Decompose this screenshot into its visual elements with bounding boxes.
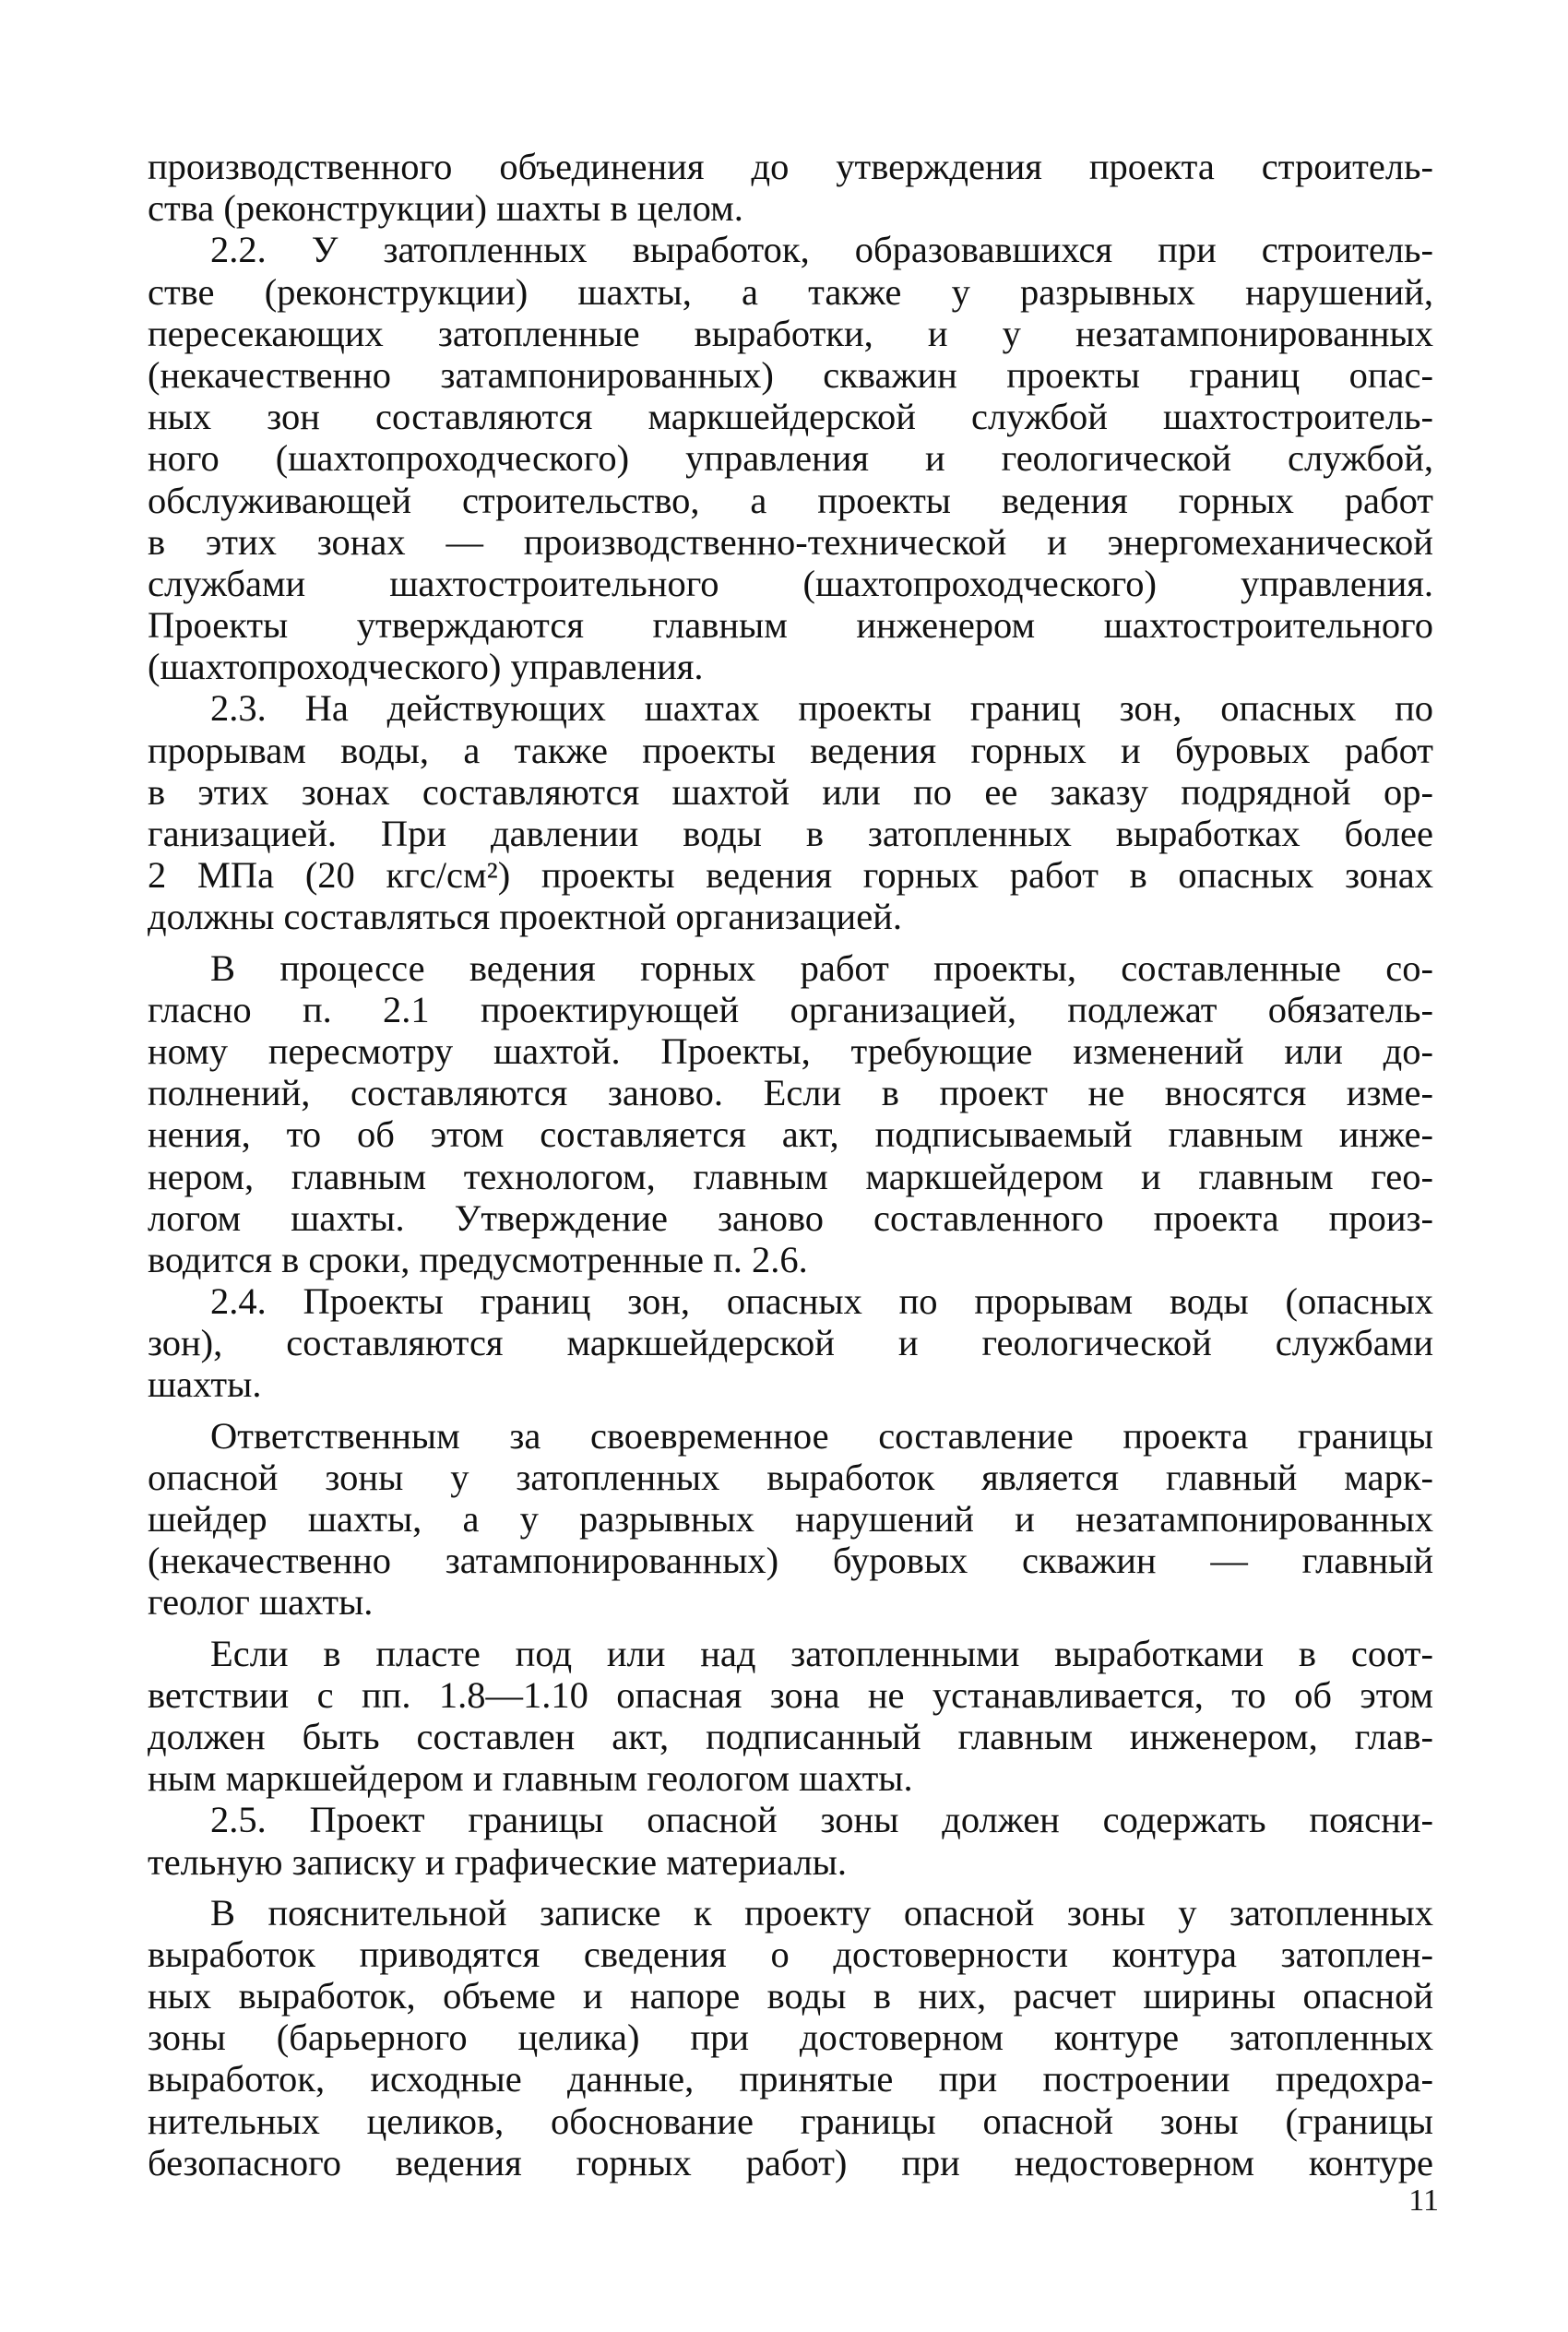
- text-line: 2.5. Проект границы опасной зоны должен содержать поясни-: [210, 1799, 1433, 1841]
- text-line: В процессе ведения горных работ проекты, составленные со-: [210, 946, 1433, 989]
- text-line: прорывам воды, а также проекты ведения горных и буровых работ: [148, 729, 1433, 771]
- text-line: Если в пласте под или над затопленными выработками в соот-: [210, 1632, 1433, 1674]
- text-line: ному пересмотру шахтой. Проекты, требующие изменений или до-: [148, 1029, 1433, 1072]
- text-line: логом шахты. Утверждение заново составленного проекта произ-: [148, 1196, 1433, 1239]
- text-line: производственного объединения до утверждения проекта строитель-: [148, 146, 1433, 187]
- paragraph-gap: [148, 1624, 1433, 1633]
- page-number: 11: [1408, 2183, 1439, 2218]
- text-line: нения, то об этом составляется акт, подписываемый главным инже-: [148, 1113, 1433, 1156]
- text-line: нером, главным технологом, главным маркшейдером и главным гео-: [148, 1155, 1433, 1197]
- text-line: ного (шахтопроходческого) управления и геологической службой,: [148, 437, 1433, 480]
- text-line: нительных целиков, обоснование границы опасной зоны (границы: [148, 2100, 1433, 2142]
- text-line: ным маркшейдером и главным геологом шахты.: [148, 1757, 913, 1800]
- text-line: ных выработок, объеме и напоре воды в них, расчет ширины опасной: [148, 1975, 1433, 2017]
- text-line: полнений, составляются заново. Если в проект не вносятся изме-: [148, 1072, 1433, 1114]
- text-line: в этих зонах составляются шахтой или по ее заказу подрядной ор-: [148, 770, 1433, 813]
- text-line: зоны (барьерного целика) при достоверном контуре затопленных: [148, 2017, 1433, 2059]
- text-line: тельную записку и графические материалы.: [148, 1840, 847, 1883]
- text-line: опасной зоны у затопленных выработок является главный марк-: [148, 1456, 1433, 1498]
- text-line: выработок, исходные данные, принятые при построении предохра-: [148, 2058, 1433, 2100]
- text-line: безопасного ведения горных работ) при недостоверном контуре: [148, 2141, 1433, 2183]
- page-body-text: [148, 146, 1433, 2183]
- text-line: службами шахтостроительного (шахтопроходческого) управления.: [148, 562, 1433, 604]
- text-line: 2 МПа (20 кгс/см²) проекты ведения горных работ в опасных зонах: [148, 854, 1433, 897]
- text-line: в этих зонах — производственно-технической и энергомеханической: [148, 520, 1433, 563]
- text-line: водится в сроки, предусмотренные п. 2.6.: [148, 1238, 808, 1280]
- text-line: стве (реконструкции) шахты, а также у разрывных нарушений,: [148, 270, 1433, 313]
- text-line: пересекающих затопленные выработки, и у незатампонированных: [148, 312, 1433, 354]
- text-line: выработок приводятся сведения о достоверности контура затоплен-: [148, 1933, 1433, 1975]
- text-line: В пояснительной записке к проекту опасной зоны у затопленных: [210, 1891, 1433, 1933]
- text-line: шейдер шахты, а у разрывных нарушений и незатампонированных: [148, 1498, 1433, 1540]
- text-line: ветствии с пп. 1.8—1.10 опасная зона не устанавливается, то об этом: [148, 1673, 1433, 1716]
- text-line: Ответственным за своевременное составление проекта границы: [210, 1414, 1433, 1457]
- text-line: ных зон составляются маркшейдерской службой шахтостроитель-: [148, 396, 1433, 438]
- text-line: должен быть составлен акт, подписанный главным инженером, глав-: [148, 1715, 1433, 1757]
- text-line: ства (реконструкции) шахты в целом.: [148, 187, 743, 230]
- paragraph-gap: [148, 1406, 1433, 1415]
- text-line: шахты.: [148, 1363, 262, 1406]
- text-line: 2.2. У затопленных выработок, образовавшихся при строитель-: [210, 229, 1433, 271]
- text-line: 2.4. Проекты границ зон, опасных по прорывам воды (опасных: [210, 1280, 1433, 1323]
- text-line: гласно п. 2.1 проектирующей организацией, подлежат обязатель-: [148, 988, 1433, 1030]
- text-line: (некачественно затампонированных) скважин проекты границ опас-: [148, 353, 1433, 396]
- text-line: геолог шахты.: [148, 1581, 374, 1624]
- text-line: (некачественно затампонированных) буровых скважин — главный: [148, 1540, 1433, 1582]
- text-line: зон), составляются маркшейдерской и геологической службами: [148, 1322, 1433, 1364]
- paragraph-gap: [148, 938, 1433, 947]
- text-line: должны составляться проектной организацией.: [148, 896, 902, 938]
- text-line: ганизацией. При давлении воды в затопленных выработках более: [148, 813, 1433, 854]
- paragraph-gap: [148, 1883, 1433, 1892]
- text-line: (шахтопроходческого) управления.: [148, 646, 704, 688]
- text-line: Проекты утверждаются главным инженером шахтостроительного: [148, 604, 1433, 647]
- text-line: обслуживающей строительство, а проекты ведения горных работ: [148, 479, 1433, 521]
- text-line: 2.3. На действующих шахтах проекты границ зон, опасных по: [210, 687, 1433, 730]
